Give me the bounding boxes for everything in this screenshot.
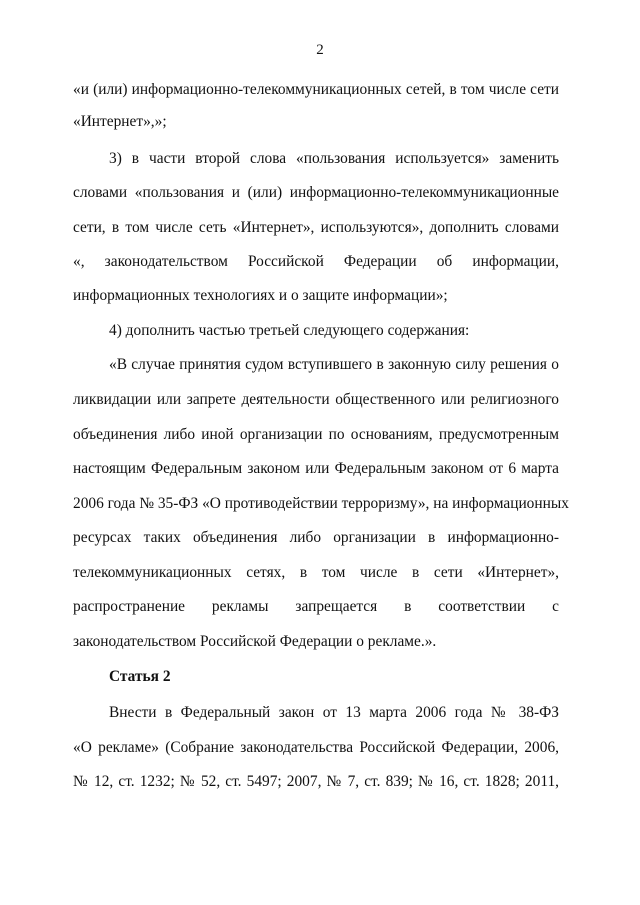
text-line: распространение рекламы запрещается в соответствии с xyxy=(73,598,559,615)
text-line: словами «пользования и (или) информационно-телекоммуникационные xyxy=(73,184,559,201)
text-line: законодательством Российской Федерации о рекламе.». xyxy=(73,633,437,650)
text-line: «Интернет»,»; xyxy=(73,113,167,130)
text-line: 2006 года № 35-ФЗ «О противодействии терроризму», на информационных xyxy=(73,495,569,512)
text-line: сети, в том числе сеть «Интернет», используются», дополнить словами xyxy=(73,219,559,236)
text-line: 4) дополнить частью третьей следующего содержания: xyxy=(109,322,470,339)
text-line: «и (или) информационно-телекоммуникационных сетей, в том числе сети xyxy=(73,81,559,98)
text-line: ресурсах таких объединения либо организации в информационно- xyxy=(73,529,559,546)
text-line: настоящим Федеральным законом или Федеральным законом от 6 марта xyxy=(73,460,559,477)
text-line: информационных технологиях и о защите информации»; xyxy=(73,287,448,304)
text-line: ликвидации или запрете деятельности общественного или религиозного xyxy=(73,391,559,408)
text-line: «, законодательством Российской Федерации об информации, xyxy=(73,253,559,270)
article-heading: Статья 2 xyxy=(109,668,171,685)
text-line: «О рекламе» (Собрание законодательства Российской Федерации, 2006, xyxy=(73,739,559,756)
text-line: 3) в части второй слова «пользования используется» заменить xyxy=(109,150,559,167)
text-line: объединения либо иной организации по основаниям, предусмотренным xyxy=(73,426,559,443)
page-number: 2 xyxy=(316,42,324,58)
text-line: Внести в Федеральный закон от 13 марта 2006 года № 38-ФЗ xyxy=(109,704,559,721)
text-line: телекоммуникационных сетях, в том числе в сети «Интернет», xyxy=(73,564,559,581)
text-line: № 12, ст. 1232; № 52, ст. 5497; 2007, № 7, ст. 839; № 16, ст. 1828; 2011, xyxy=(73,773,559,790)
text-line: «В случае принятия судом вступившего в законную силу решения о xyxy=(109,356,559,373)
